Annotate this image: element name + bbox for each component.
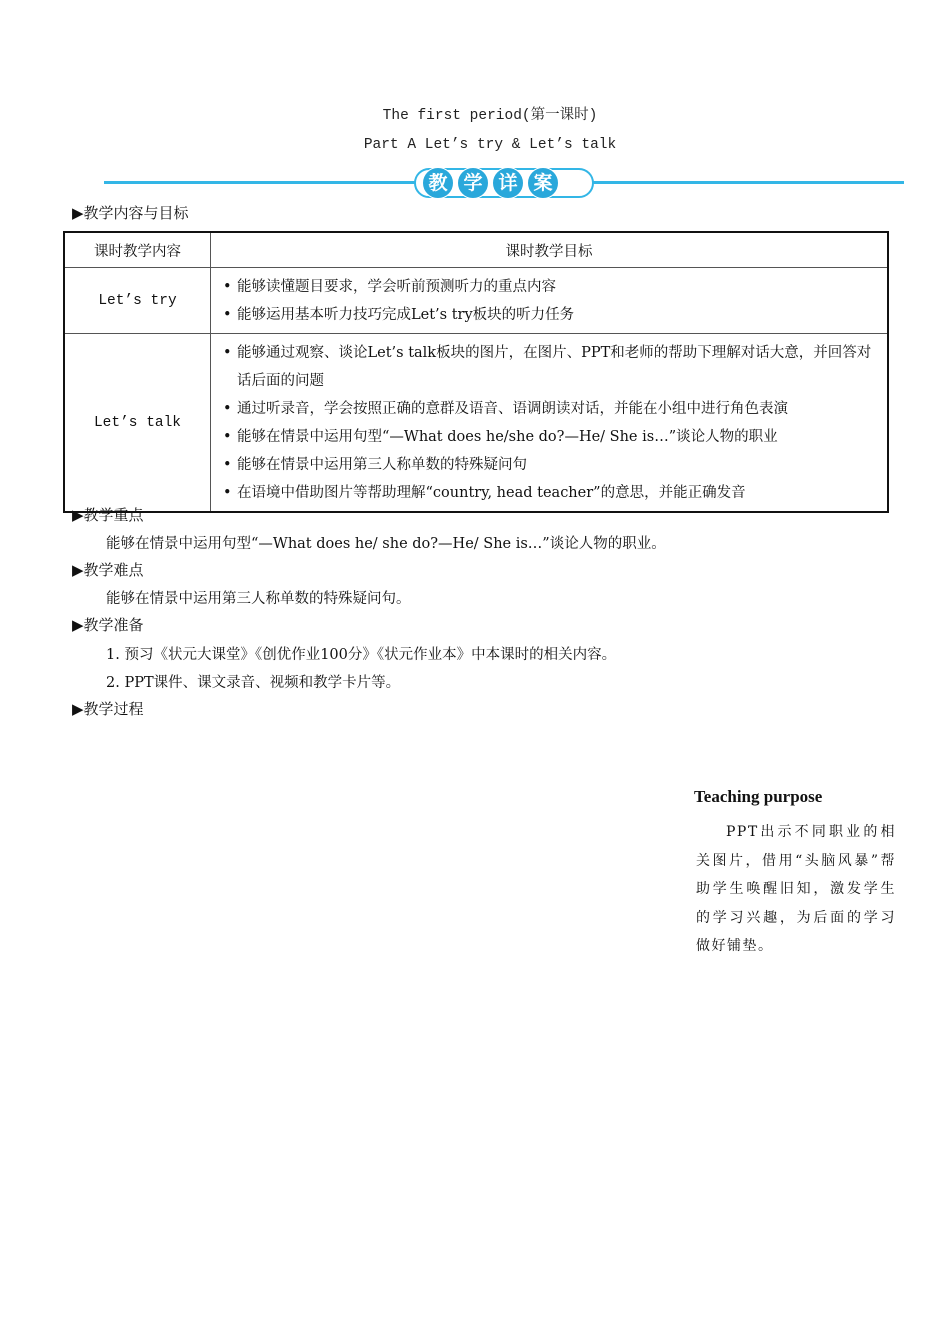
banner-char-1: 教: [422, 167, 454, 199]
goal-item: • 能够在情景中运用第三人称单数的特殊疑问句: [223, 451, 877, 479]
row-content-lets-talk: Let’s talk: [64, 334, 211, 513]
difficulty-text: 能够在情景中运用第三人称单数的特殊疑问句。: [106, 591, 411, 607]
goal-item: • 能够读懂题目要求，学会听前预测听力的重点内容: [223, 273, 877, 301]
table-row: [64, 268, 888, 334]
period-title: The first period(第一课时): [382, 108, 598, 124]
goals-table: [63, 231, 889, 513]
section-content-goals: ▶教学内容与目标: [72, 204, 189, 222]
teaching-purpose-body: PPT出示不同职业的相关图片，借用“头脑风暴”帮助学生唤醒旧知，激发学生的学习兴趣，为后面的学习做好铺垫。: [696, 824, 896, 954]
goal-item: • 能够在情景中运用句型“—What does he/she do?—He/ She is…”谈论人物的职业: [223, 423, 877, 451]
row-goals-lets-try: [211, 268, 889, 334]
key-point-text: 能够在情景中运用句型“—What does he/ she do?—He/ She is…”谈论人物的职业。: [106, 536, 666, 552]
section-key-points: ▶教学重点: [72, 506, 144, 524]
goal-item: • 能够通过观察、谈论Let’s talk板块的图片，在图片、PPT和老师的帮助下理解对话大意，并回答对话后面的问题: [223, 339, 877, 395]
table-header-goals: 课时教学目标: [211, 232, 889, 268]
part-title: Part A Let’s try & Let’s talk: [363, 137, 617, 153]
banner-char-2: 学: [457, 167, 489, 199]
section-preparation: ▶教学准备: [72, 616, 144, 634]
banner-char-3: 详: [492, 167, 524, 199]
row-content-lets-try: Let’s try: [64, 268, 211, 334]
table-header-row: [64, 232, 888, 268]
preparation-item-2: 2. PPT课件、课文录音、视频和教学卡片等。: [106, 675, 401, 691]
teaching-purpose-title: Teaching purpose: [694, 787, 823, 806]
goal-item: • 能够运用基本听力技巧完成Let’s try板块的听力任务: [223, 301, 877, 329]
table-header-content: 课时教学内容: [64, 232, 211, 268]
preparation-item-1: 1. 预习《状元大课堂》《创优作业100分》《状元作业本》中本课时的相关内容。: [106, 647, 617, 663]
goal-item: • 通过听录音，学会按照正确的意群及语音、语调朗读对话，并能在小组中进行角色表演: [223, 395, 877, 423]
section-difficulties: ▶教学难点: [72, 561, 144, 579]
goal-item: • 在语境中借助图片等帮助理解“country, head teacher”的意思，并能正确发音: [223, 479, 877, 507]
banner-line-right: [586, 181, 904, 184]
row-goals-lets-talk: [211, 334, 889, 513]
lesson-plan-banner: [104, 166, 904, 202]
section-process: ▶教学过程: [72, 700, 144, 718]
table-row: [64, 334, 888, 513]
banner-line-left: [104, 181, 422, 184]
banner-char-4: 案: [527, 167, 559, 199]
